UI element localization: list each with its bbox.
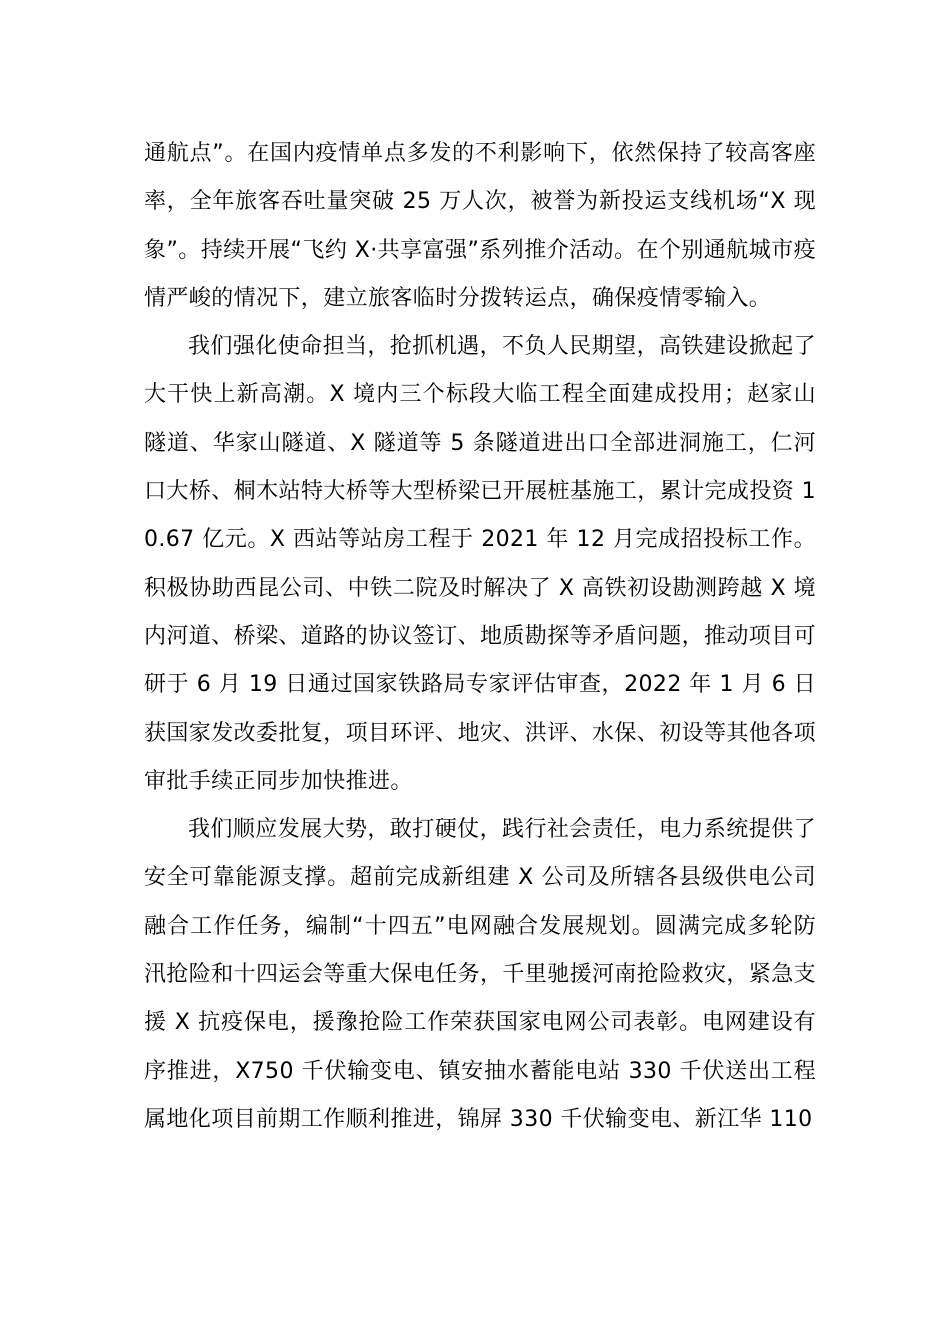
paragraph-high-speed-rail: 我们强化使命担当，抢抓机遇，不负人民期望，高铁建设掀起了大干快上新高潮。X 境内三个标段大临工程全面建成投用；赵家山隧道、华家山隧道、X 隧道等 5 条隧道进出口全部进洞施工，仁河口大桥、桐木站特大桥等大型桥梁已开展桩基施工，累计完成投资 10.67 亿元。X 西站等站房工程于 2021 年 12 月完成招投标工作。积极协助西昆公司、中铁二院及时解决了 X 高铁初设勘测跨越 X 境内河道、桥梁、道路的协议签订、地质勘探等矛盾问题，推动项目可研于 6 月 19 日通过国家铁路局专家评估审查，2022 年 1 月 6 日获国家发改委批复，项目环评、地灾、洪评、水保、初设等其他各项审批手续正同步加快推进。 bbox=[144, 334, 817, 794]
paragraph-power-system: 我们顺应发展大势，敢打硬仗，践行社会责任，电力系统提供了安全可靠能源支撑。超前完成新组建 X 公司及所辖各县级供电公司融合工作任务，编制“十四五”电网融合发展规划。圆满完成多轮防汛抢险和十四运会等重大保电任务，千里驰援河南抢险救灾，紧急支援 X 抗疫保电，援豫抢险工作荣获国家电网公司表彰。电网建设有序推进，X750 千伏输变电、镇安抽水蓄能电站 330 千伏送出工程属地化项目前期工作顺利推进，锦屏 330 千伏输变电、新江华 110 bbox=[144, 817, 817, 1132]
document-body bbox=[144, 130, 816, 1144]
paragraph-airport: 通航点”。在国内疫情单点多发的不利影响下，依然保持了较高客座率，全年旅客吞吐量突破 25 万人次，被誉为新投运支线机场“X 现象”。持续开展“飞约 X·共享富强”系列推介活动。在个别通航城市疫情严峻的情况下，建立旅客临时分拨转运点，确保疫情零输入。 bbox=[144, 141, 816, 311]
